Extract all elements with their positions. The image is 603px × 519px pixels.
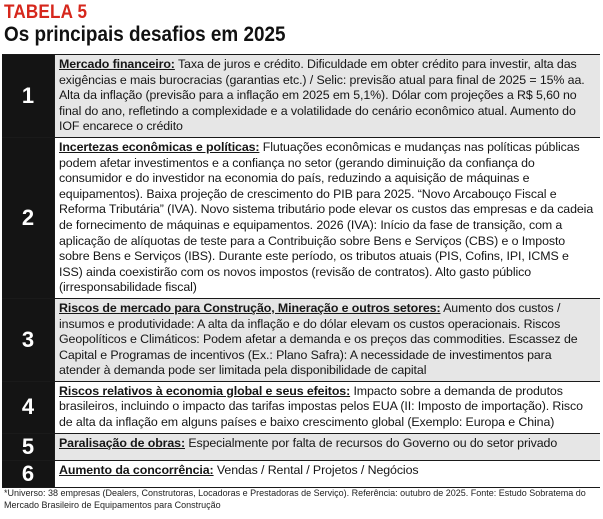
row-content: [55, 55, 600, 137]
table-header: [4, 3, 600, 46]
table-row-3: [2, 299, 600, 382]
table-row-5: [2, 434, 600, 461]
table-row-2: [2, 138, 600, 299]
row-number: 3: [2, 299, 55, 381]
row-text: Taxa de juros e crédito. Dificuldade em obter crédito para investir, alta das exigências e mais burocracias (garantias etc.) / Selic: previsão atual para final de 2025 = 15% aa. Alta da inflação (previsão para a inflação em 2025 em 5,1%). Dólar com projeções a R$ 5,60 no final do ano, refletindo a complexidade e a volatilidade do cenário econômico atual. Aumento do IOF encarece o crédito: [59, 57, 585, 134]
table-row-4: [2, 382, 600, 434]
row-number: 4: [2, 382, 55, 433]
row-number: 1: [2, 55, 55, 137]
row-content: [55, 138, 600, 298]
row-content: [55, 461, 600, 487]
table-row-1: [2, 55, 600, 138]
row-number: 5: [2, 434, 55, 460]
row-label: Riscos de mercado para Construção, Mineração e outros setores:: [59, 300, 441, 315]
row-text: Aumento dos custos / insumos e produtividade: A alta da inflação e do dólar elevam os custos operacionais. Riscos Geopolíticos e Climáticos: Podem afetar a demanda e os preços das commodities. Escassez de Capital e Programas de incentivos (Ex.: Plano Safra): A necessidade de investimentos para atender à demanda pode ser limitada pela disponibilidade de capital: [59, 300, 578, 378]
row-content: [55, 434, 600, 460]
row-label: Aumento da concorrência:: [59, 462, 214, 477]
table-title: Os principais desafios em 2025: [4, 23, 286, 46]
row-text: Vendas / Rental / Projetos / Negócios: [213, 462, 419, 477]
row-label: Riscos relativos à economia global e seus efeitos:: [59, 383, 351, 398]
row-content: [55, 382, 600, 433]
row-text: Impacto sobre a demanda de produtos brasileiros, incluindo o impacto das tarifas impostas pelos EUA (II: Imposto de importação). Risco de alta da inflação em alguns países e baixo crescimento global (Exemplo: Europa e China): [59, 383, 583, 430]
row-number: 2: [2, 138, 55, 298]
row-label: Paralisação de obras:: [59, 435, 185, 450]
row-content: [55, 299, 600, 381]
table-kicker: TABELA 5: [4, 2, 88, 23]
challenges-table: [2, 54, 600, 488]
row-label: Mercado financeiro:: [59, 57, 175, 71]
row-label: Incertezas econômicas e políticas:: [59, 139, 260, 154]
row-text: Flutuações econômicas e mudanças nas políticas públicas podem afetar investimentos e a confiança no setor (gerando diminuição da confiança do consumidor e do investidor na economia do país, reduzindo a aquisição de máquinas e equipamentos). Baixa projeção de crescimento do PIB para 2025. “Novo Arcabouço Fiscal e Reforma Tributária” (IVA). Novo sistema tributário pode elevar os custos das empresas e da cadeia de fornecimento de máquinas e equipamentos. 2026 (IVA): Início da fase de transição, com a aplicação de alíquotas de teste para a Contribuição sobre Bens e Serviços (CBS) e o Imposto sobre Bens e Serviços (IBS). Durante este período, os tributos atuais (PIS, Cofins, IPI, ICMS e ISS) ainda coexistirão com os novos impostos (revisão de contratos). Alto gasto público (irresponsabilidade fiscal): [59, 139, 594, 295]
source-footnote: *Universo: 38 empresas (Dealers, Construtoras, Locadoras e Prestadoras de Serviço). Referência: outubro de 2025. Fonte: Estudo Sobratema do Mercado Brasileiro de Equipamentos para Construção: [4, 488, 586, 510]
row-number: 6: [2, 461, 55, 487]
row-text: Especialmente por falta de recursos do Governo ou do setor privado: [185, 435, 558, 450]
table-row-6: [2, 461, 600, 488]
